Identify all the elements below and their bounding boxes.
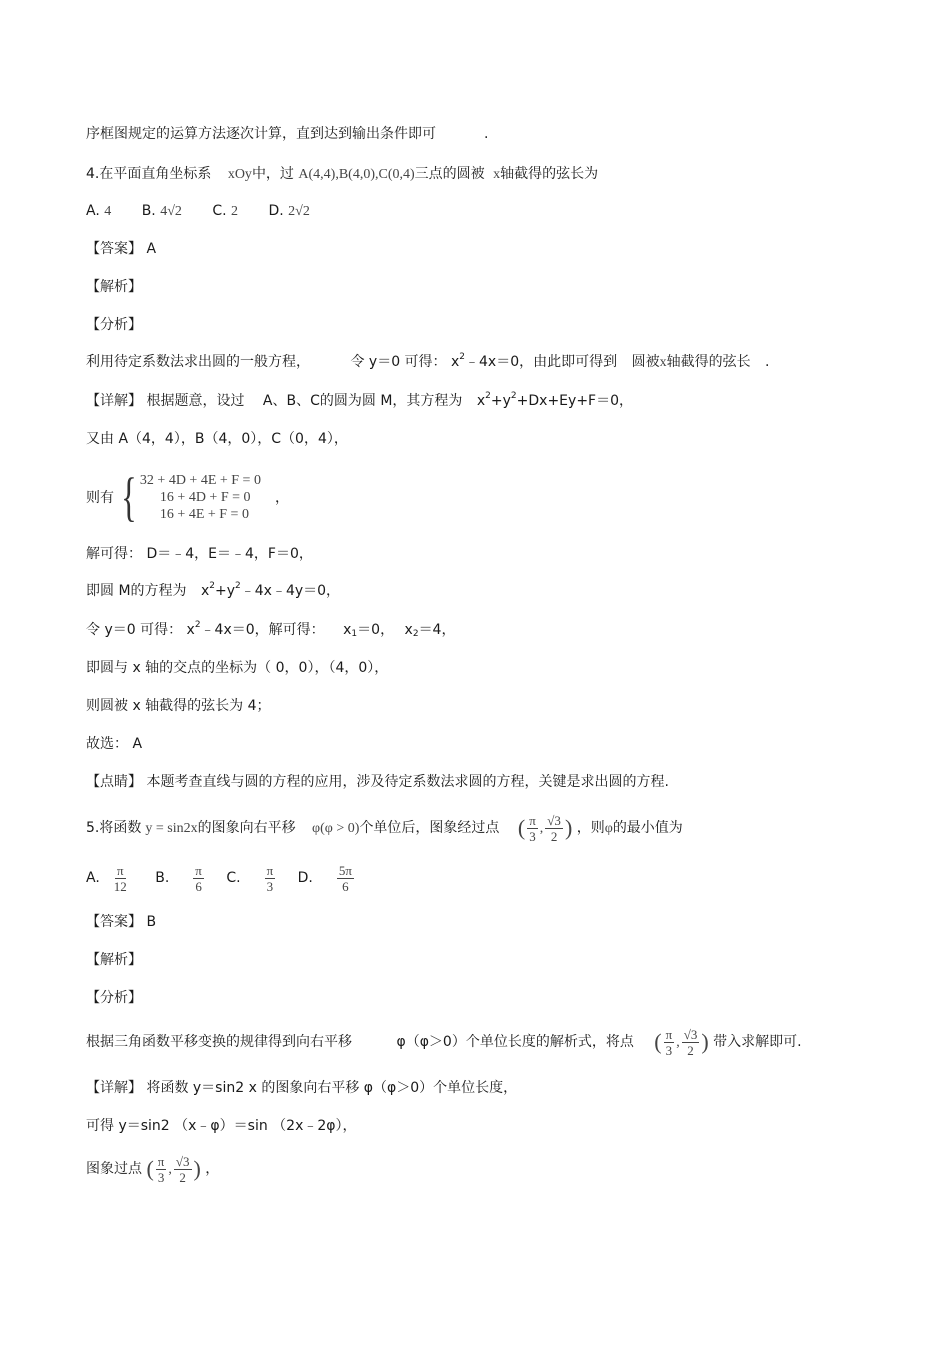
q4-choose: 故选： A — [86, 736, 143, 752]
q5-fenxi-point: ( $\frac{\pi}{3}$ , $\frac{√3}{2}$ ) — [654, 1026, 709, 1058]
q4-answer: 【答案】 A — [86, 241, 157, 257]
q5-result: 可得 y＝sin2 （x﹣φ）＝sin （2x﹣2φ）， — [86, 1118, 357, 1134]
q4-option-c: C. 2 — [212, 203, 239, 219]
q4-circle-eq: 即圆 M的方程为 $x^2+y^2﹣4x﹣4y=0$， — [86, 581, 341, 599]
q5-detail: 【详解】 将函数 y＝sin2 x 的图象向右平移 φ（φ＞0）个单位长度， — [86, 1080, 518, 1096]
q4-option-d: D. 2√2 — [268, 203, 310, 219]
q5-fenxi-text: 根据三角函数平移变换的规律得到向右平移 φ（φ＞0）个单位长度的解析式，将点 ( $\frac{\pi}{3}$ , $\frac{√3}{2}$ ) 带入求解即可. — [86, 1026, 802, 1058]
q4-options — [86, 201, 310, 222]
q4-option-a: A. 4 — [86, 203, 112, 219]
q5-answer: 【答案】 B — [86, 914, 157, 930]
q5-jiexi: 【解析】 — [86, 952, 142, 968]
q4-intersect: 即圆与 x 轴的交点的坐标为（ 0，0），（4，0）， — [86, 660, 389, 676]
equation-1: 32 + 4D + 4E + F = 0 — [139, 472, 261, 488]
q5-option-c: C. $\frac{\pi}{3}$ — [226, 862, 274, 894]
brace-icon: { — [121, 467, 137, 527]
q5-point: ( $\frac{\pi}{3}$ , $\frac{√3}{2}$ ) — [517, 812, 573, 844]
q4-stem: 4.在平面直角坐标系 xOy中，过 A(4,4),B(4,0),C(0,4)三点的圆被 x轴截得的弦长为 — [86, 166, 599, 182]
q4-points: 又由 A（4，4），B（4，0），C（0，4）， — [86, 431, 348, 447]
q4-fenxi-text: 利用待定系数法求出圆的一般方程， 令 y＝0 可得： $x^2﹣4x=0$，由此即可得到 圆被x轴截得的弦长 . — [86, 352, 770, 370]
intro-line: 序框图规定的运算方法逐次计算，直到达到输出条件即可 . — [86, 126, 489, 142]
q4-comment: 【点睛】 本题考查直线与圆的方程的应用，涉及待定系数法求圆的方程，关键是求出圆的方程. — [86, 774, 669, 790]
q5-stem: 5.将函数 y = sin2x的图象向右平移 φ(φ > 0)个单位后，图象经过点 ( $\frac{\pi}{3}$ , $\frac{√3}{2}$ ) ，则φ的最小值为 — [86, 812, 683, 844]
q5-options — [86, 860, 356, 896]
q4-equation-system: 则有 { 32 + 4D + 4E + F = 0 16 + 4D + F = 0 16 + 4E + F = 0 ， — [86, 467, 289, 527]
q4-solve: 解可得： D＝﹣4，E＝﹣4，F＝0， — [86, 546, 313, 562]
equation-2: 16 + 4D + F = 0 — [159, 489, 251, 505]
q5-option-d: D. $\frac{5\pi}{6}$ — [297, 862, 352, 894]
q4-option-b: B. 4√2 — [141, 203, 182, 219]
q4-fenxi: 【分析】 — [86, 317, 142, 333]
q4-jiexi: 【解析】 — [86, 279, 142, 295]
q5-fenxi: 【分析】 — [86, 990, 142, 1006]
q5-passes-point: ( $\frac{\pi}{3}$ , $\frac{√3}{2}$ ) — [146, 1153, 201, 1185]
q5-option-a: A. $\frac{\pi}{12}$ — [86, 862, 127, 894]
equation-3: 16 + 4E + F = 0 — [159, 506, 249, 522]
q5-option-b: B. $\frac{\pi}{6}$ — [155, 862, 202, 894]
q4-let-y: 令 y＝0 可得： $x^2﹣4x=0$，解可得： $x_1=0$， $x_2=4$， — [86, 620, 456, 639]
q4-chord: 则圆被 x 轴截得的弦长为 4； — [86, 698, 271, 714]
q4-detail: 【详解】 根据题意，设过 A、B、C的圆为圆 M，其方程为 $x^2+y^2+Dx+Ey+F=0$， — [86, 391, 634, 409]
q5-passes: 图象过点 ( $\frac{\pi}{3}$ , $\frac{√3}{2}$ ) ， — [86, 1153, 220, 1185]
